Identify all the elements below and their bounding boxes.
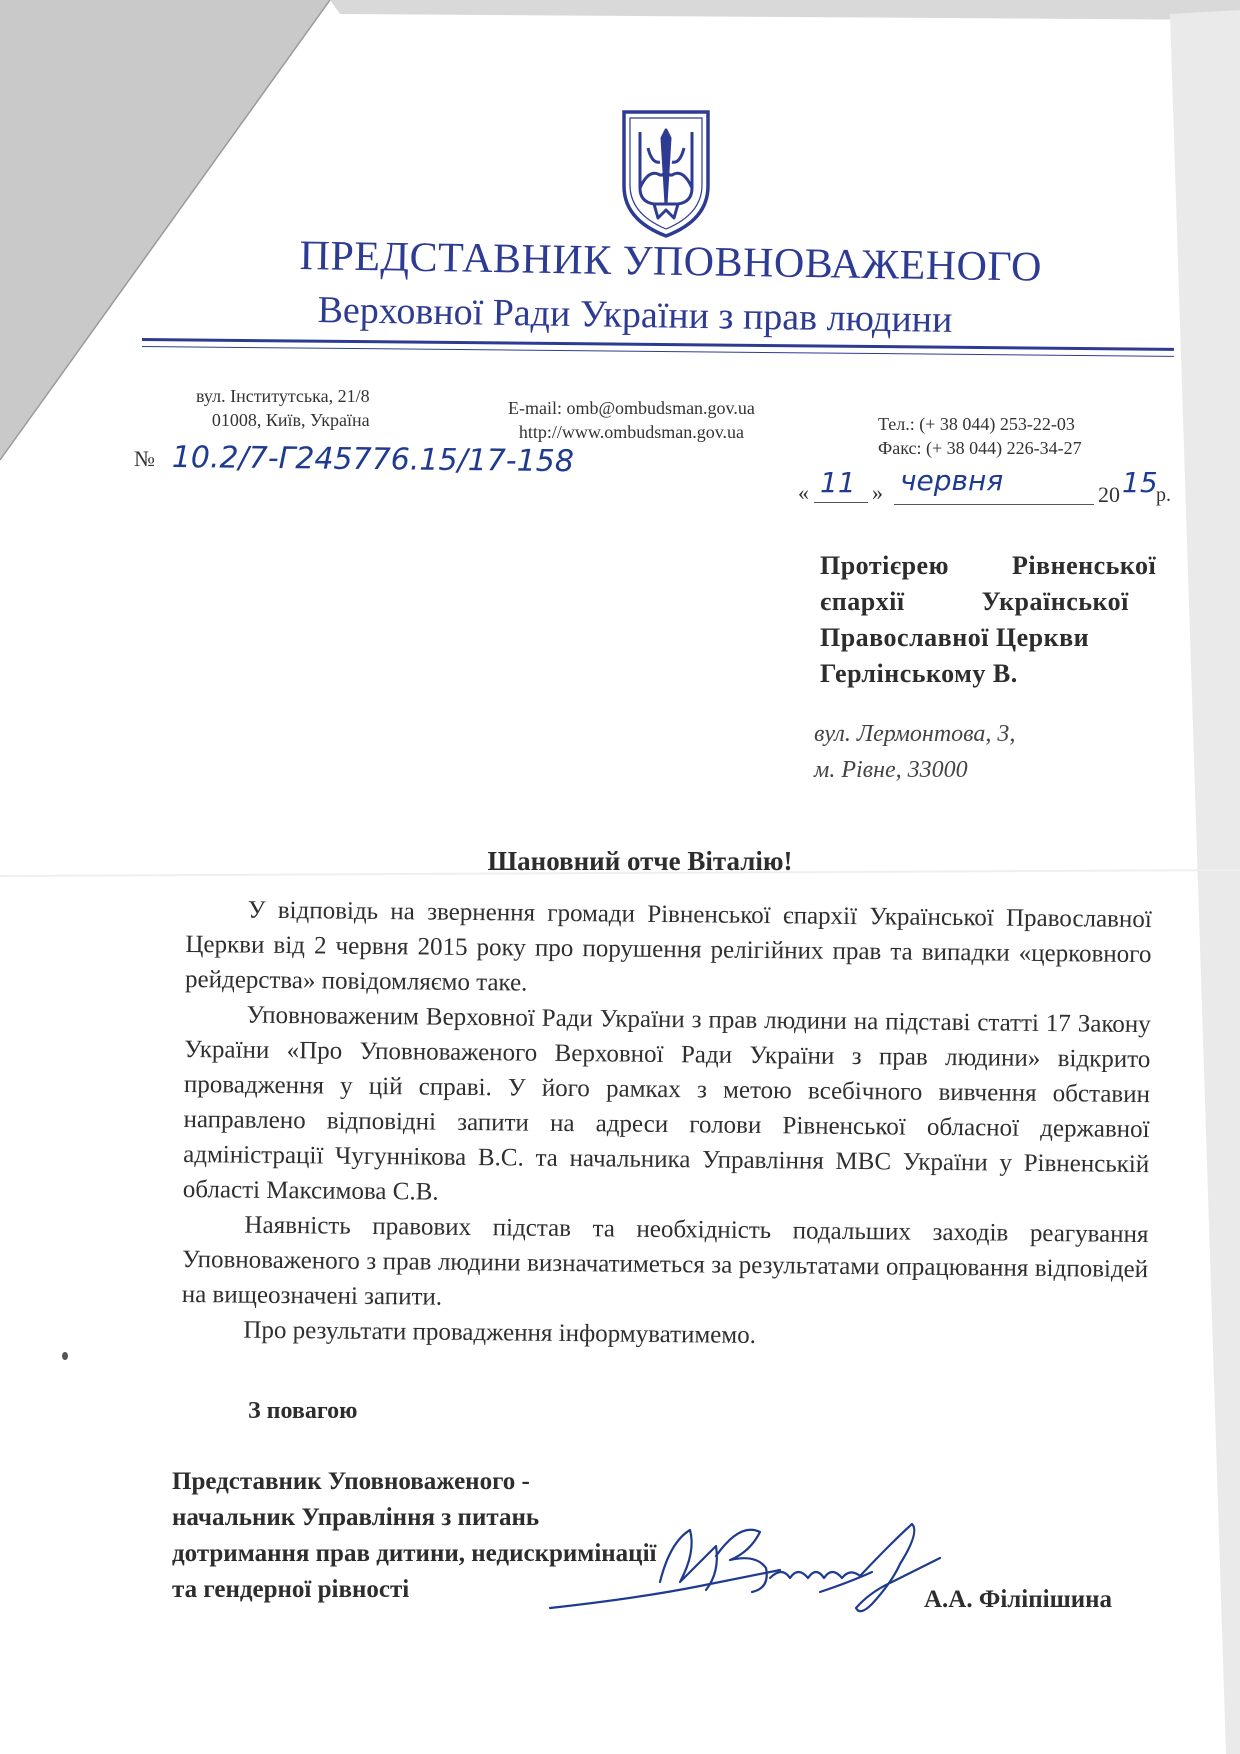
body-paragraph: У відповідь на звернення громади Рівненської єпархії Української Православної Церкви від 2 червня 2015 року про порушення релігійних прав та випадки «церковного рейдерства» повідомляємо таке. [184, 896, 1152, 997]
closing-regards: З повагою [248, 1398, 358, 1424]
address-line: вул. Інститутська, 21/8 [196, 386, 370, 406]
body-paragraph: Про результати провадження інформуватимемо. [243, 1316, 757, 1349]
date-month: червня [900, 464, 1004, 497]
date-close-quote: » [872, 480, 883, 505]
recipient-address-line: вул. Лермонтова, 3, [814, 721, 1016, 747]
phone-number: Тел.: (+ 38 044) 253-22-03 [878, 414, 1075, 434]
letter-greeting: Шановний отче Віталію! [487, 846, 793, 876]
date-line [798, 464, 1178, 510]
letterhead-title: ПРЕДСТАВНИК УПОВНОВАЖЕНОГО [299, 232, 1043, 291]
office-address [196, 384, 370, 432]
position-line: начальник Управління з питань [172, 1504, 540, 1531]
body-paragraph: Наявність правових підстав та необхідність подальших заходів реагування Уповноваженого з прав людини визначатиметься за результатами опрацювання відповідей на вищеозначені запити. [181, 1211, 1149, 1311]
body-paragraph: Уповноваженим Верховної Ради України з прав людини на підставі статті 17 Закону України «Про Уповноваженого Верховної Ради України з прав людини» відкрито провадження у цій справі. У його рамках з метою всебічного вивчення обставин направлено відповідні запити на адреси голови Рівненської обласної державної адміністрації Чугуннікова В.С. та начальника Управління МВС України у Рівненській області Максимова С.В. [182, 1001, 1151, 1206]
date-month-underline [894, 504, 1094, 505]
recipient-line: Герлінському В. [820, 659, 1018, 688]
date-day: 11 [820, 466, 856, 499]
date-year-suffix: 15 [1122, 466, 1158, 499]
date-year-prefix: 20 [1098, 482, 1120, 507]
letterhead-subtitle: Верховної Ради України з прав людини [317, 288, 953, 341]
recipient-address [814, 716, 1015, 788]
registration-number-label: № [134, 446, 155, 471]
website-link[interactable]: http://www.ombudsman.gov.ua [518, 422, 745, 442]
position-line: та гендерної рівності [172, 1576, 410, 1603]
scan-speck [62, 1352, 68, 1360]
date-day-underline [814, 502, 868, 503]
position-line: дотримання прав дитини, недискримінації [172, 1540, 657, 1567]
phone-contacts [878, 412, 1082, 460]
email-link[interactable]: E-mail: omb@ombudsman.gov.ua [508, 398, 755, 418]
recipient-line: єпархії Української [820, 587, 1129, 616]
recipient-line: Протієрею Рівненської [820, 551, 1157, 580]
fax-number: Факс: (+ 38 044) 226-34-27 [878, 438, 1082, 458]
position-line: Представник Уповноваженого - [172, 1468, 530, 1495]
registration-number: 10.2/7-Г245776.15/17-158 [171, 440, 575, 480]
letter-body [181, 892, 1152, 1357]
ukraine-trident-emblem-icon [618, 108, 714, 240]
address-line: 01008, Київ, Україна [211, 410, 370, 430]
recipient-address-line: м. Рівне, 33000 [814, 757, 968, 783]
recipient-block [820, 548, 1176, 692]
recipient-line: Православної Церкви [820, 623, 1090, 652]
date-open-quote: « [798, 480, 809, 505]
web-contacts [508, 396, 755, 444]
date-year-unit: р. [1156, 484, 1171, 506]
signer-name: А.А. Філіпішина [924, 1586, 1113, 1613]
